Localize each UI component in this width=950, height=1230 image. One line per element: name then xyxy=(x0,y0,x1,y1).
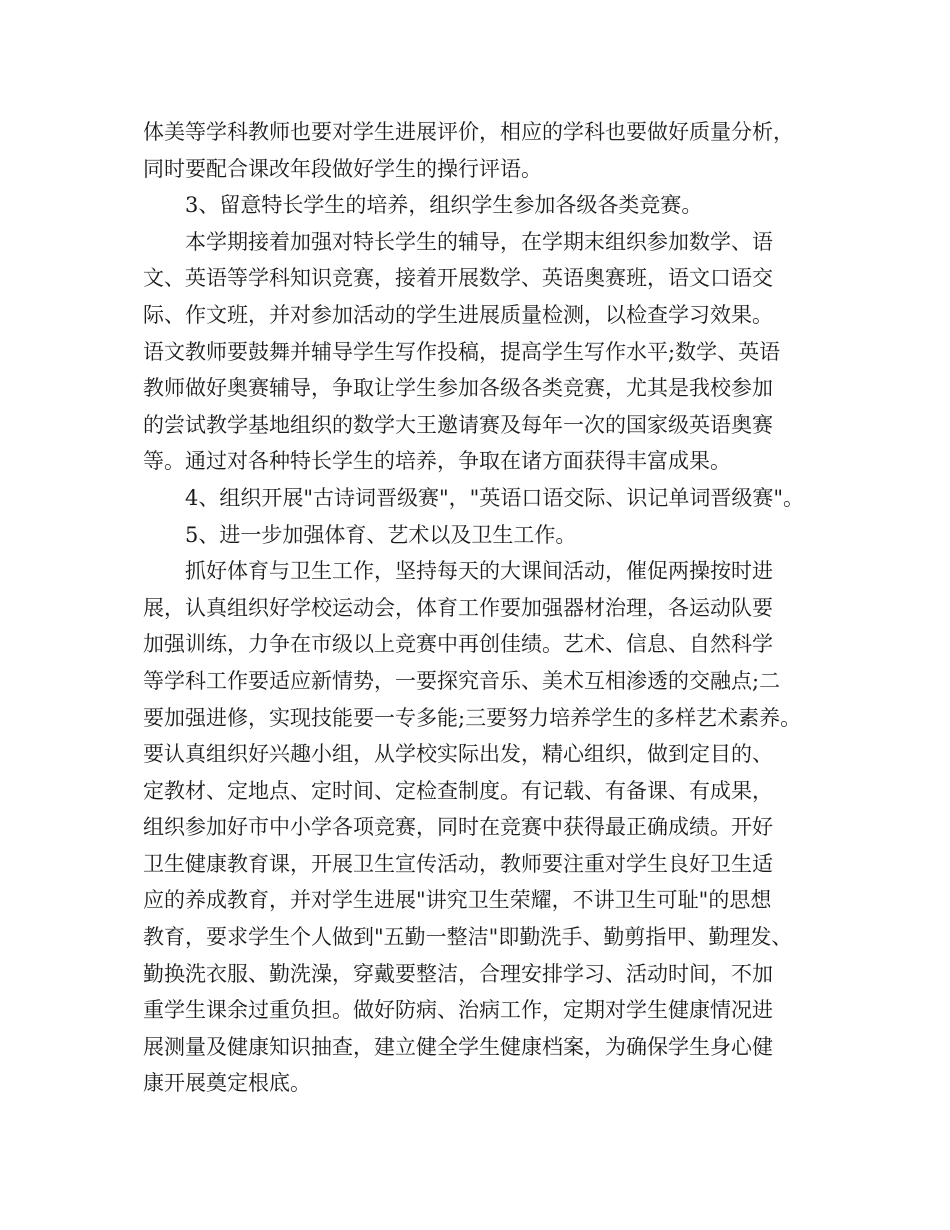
text-line: 卫生健康教育课，开展卫生宣传活动，教师要注重对学生良好卫生适 xyxy=(143,851,773,876)
text-line: 要加强进修，实现技能要一专多能;三要努力培养学生的多样艺术素养。 xyxy=(143,705,802,730)
text-line: 组织参加好市中小学各项竞赛，同时在竞赛中获得最正确成绩。开好 xyxy=(143,815,773,840)
text-line: 5、进一步加强体育、艺术以及卫生工作。 xyxy=(185,522,577,547)
text-line: 应的养成教育，并对学生进展"讲究卫生荣耀，不讲卫生可耻"的思想 xyxy=(143,888,772,913)
text-line: 文、英语等学科知识竞赛，接着开展数学、英语奥赛班，语文口语交 xyxy=(143,266,773,291)
text-line: 体美等学科教师也要对学生进展评价，相应的学科也要做好质量分析， xyxy=(143,120,794,144)
text-line: 际、作文班，并对参加活动的学生进展质量检测，以检查学习效果。 xyxy=(143,302,773,327)
text-line: 本学期接着加强对特长学生的辅导，在学期末组织参加数学、语 xyxy=(185,229,773,254)
paragraph xyxy=(143,480,833,517)
text-line: 同时要配合课改年段做好学生的操行评语。 xyxy=(143,156,542,181)
text-line: 抓好体育与卫生工作，坚持每天的大课间活动，催促两操按时进 xyxy=(185,559,773,584)
text-line: 等学科工作要适应新情势，一要探究音乐、美术互相渗透的交融点;二 xyxy=(143,668,781,693)
text-line: 展测量及健康知识抽查，建立健全学生健康档案，为确保学生身心健 xyxy=(143,1034,773,1059)
paragraph xyxy=(143,553,833,1102)
text-line: 康开展奠定根底。 xyxy=(143,1071,311,1096)
text-line: 等。通过对各种特长学生的培养，争取在诸方面获得丰富成果。 xyxy=(143,449,731,474)
text-line: 定教材、定地点、定时间、定检查制度。有记载、有备课、有成果， xyxy=(143,778,773,803)
text-line: 的尝试教学基地组织的数学大王邀请赛及每年一次的国家级英语奥赛 xyxy=(143,412,773,437)
text-line: 语文教师要鼓舞并辅导学生写作投稿，提高学生写作水平;数学、英语 xyxy=(143,339,781,364)
text-line: 勤换洗衣服、勤洗澡，穿戴要整洁，合理安排学习、活动时间，不加 xyxy=(143,961,773,986)
document-body xyxy=(143,114,833,1102)
text-line: 教育，要求学生个人做到"五勤一整洁"即勤洗手、勤剪指甲、勤理发、 xyxy=(143,925,793,950)
text-line: 3、留意特长学生的培养，组织学生参加各级各类竞赛。 xyxy=(185,193,703,218)
paragraph xyxy=(143,517,833,554)
paragraph xyxy=(143,187,833,224)
text-line: 教师做好奥赛辅导，争取让学生参加各级各类竞赛，尤其是我校参加 xyxy=(143,376,773,401)
text-line: 展，认真组织好学校运动会，体育工作要加强器材治理，各运动队要 xyxy=(143,595,773,620)
paragraph xyxy=(143,224,833,480)
text-line: 4、组织开展"古诗词晋级赛"，"英语口语交际、识记单词晋级赛"。 xyxy=(185,485,804,510)
text-line: 要认真组织好兴趣小组，从学校实际出发，精心组织，做到定目的、 xyxy=(143,742,773,767)
paragraph xyxy=(143,114,833,187)
text-line: 重学生课余过重负担。做好防病、治病工作，定期对学生健康情况进 xyxy=(143,998,773,1023)
text-line: 加强训练，力争在市级以上竞赛中再创佳绩。艺术、信息、自然科学 xyxy=(143,632,773,657)
